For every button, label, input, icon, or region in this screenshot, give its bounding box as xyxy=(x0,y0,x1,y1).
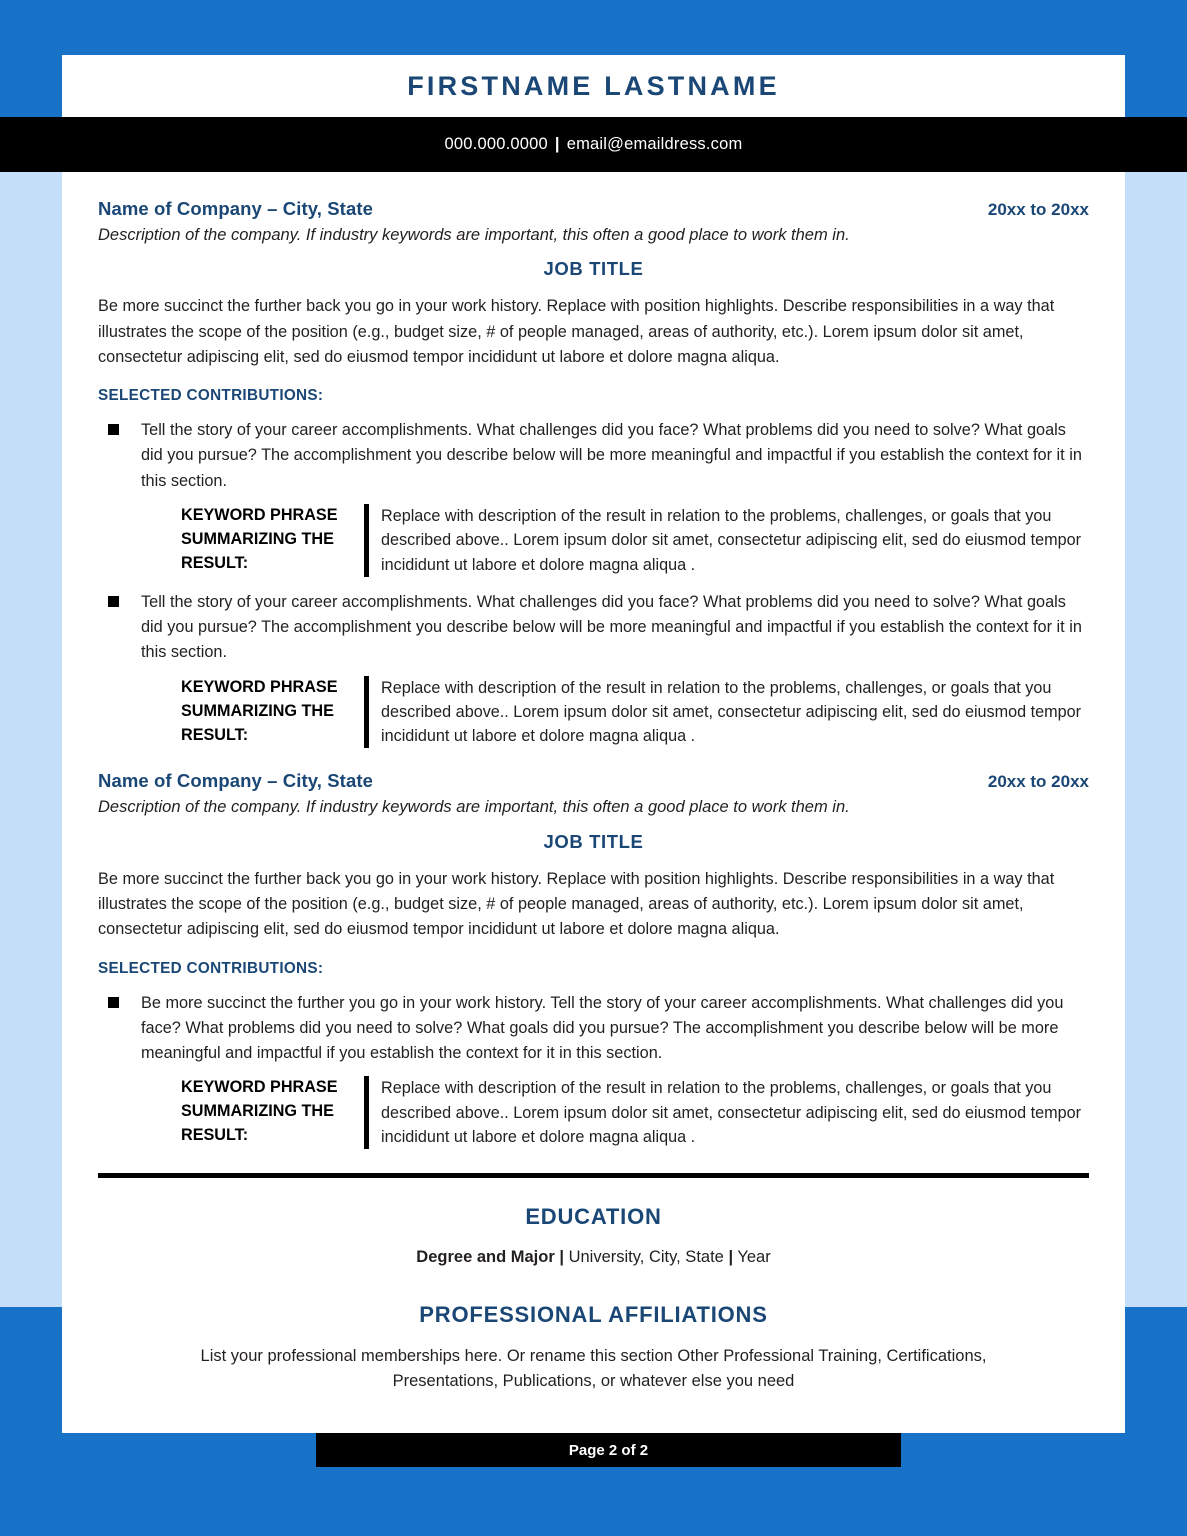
education-heading: EDUCATION xyxy=(525,1204,662,1230)
contribution-text: Be more succinct the further you go in your work history. Tell the story of your career accomplishments. What challenges did you face? What problems did you need to solve? What goals did you pursue? The accomplishment you describe below will be more meaningful and impactful if you establish the context for it in this section. xyxy=(141,993,1064,1063)
content-sheet xyxy=(62,172,1125,1433)
keyword-result-block xyxy=(181,676,1089,749)
job-title: JOB TITLE xyxy=(543,830,644,852)
education-degree: Degree and Major xyxy=(416,1248,555,1267)
company-header-row xyxy=(98,198,1089,220)
selected-contributions-heading: SELECTED CONTRIBUTIONS: xyxy=(98,959,324,977)
name-banner xyxy=(62,55,1125,117)
employment-dates: 20xx to 20xx xyxy=(987,772,1089,792)
company-name: Name of Company – City, State xyxy=(98,770,373,792)
right-blue-rail xyxy=(1125,172,1187,1307)
phone-number: 000.000.0000 xyxy=(444,135,548,153)
job-summary: Be more succinct the further back you go in your work history. Replace with position highlights. Describe responsibilities in a way that illustrates the scope of the position (e.g., budget size, # of people managed, areas of authority, etc.). Lorem ipsum dolor sit amet, consectetur adipiscing elit, sed do eiusmod tempor incididunt ut labore et dolore magna aliqua. xyxy=(98,297,1055,366)
contribution-bullet xyxy=(98,590,1089,666)
job-summary: Be more succinct the further back you go in your work history. Replace with position highlights. Describe responsibilities in a way that illustrates the scope of the position (e.g., budget size, # of people managed, areas of authority, etc.). Lorem ipsum dolor sit amet, consectetur adipiscing elit, sed do eiusmod tempor incididunt ut labore et dolore magna aliqua. xyxy=(98,869,1055,939)
page-number-label: Page 2 of 2 xyxy=(568,1441,649,1459)
square-bullet-icon xyxy=(108,424,119,435)
contribution-text: Tell the story of your career accomplishments. What challenges did you face? What problems did you need to solve? What goals did you pursue? The accomplishment you describe below will be more meaningful and impactful if you establish the context for it in this section. xyxy=(141,592,1082,662)
selected-contributions-heading: SELECTED CONTRIBUTIONS: xyxy=(98,387,324,405)
education-institution: University, City, State xyxy=(568,1248,724,1267)
square-bullet-icon xyxy=(108,596,119,607)
education-pipe-1: | xyxy=(559,1248,564,1267)
keyword-result-block xyxy=(181,504,1089,577)
left-blue-rail xyxy=(0,172,62,1307)
contribution-bullet xyxy=(98,418,1089,494)
affiliations-text: List your professional memberships here. Or rename this section Other Professional Training, Certifications, Presentations, Publications, or whatever else you need xyxy=(200,1347,987,1390)
keyword-phrase-label: KEYWORD PHRASE SUMMARIZING THE RESULT: xyxy=(181,505,338,572)
keyword-result-block xyxy=(181,1076,1089,1149)
job-title: JOB TITLE xyxy=(543,258,644,280)
keyword-result-text: Replace with description of the result in relation to the problems, challenges, or goals that you described above.. Lorem ipsum dolor sit amet, consectetur adipiscing elit, sed do eiusmod tempor incididunt ut labore et dolore magna aliqua . xyxy=(364,1076,1089,1149)
job-entry xyxy=(98,198,1089,748)
education-year: Year xyxy=(737,1248,771,1267)
contact-separator: | xyxy=(554,135,560,153)
page-footer-bar xyxy=(316,1433,901,1467)
keyword-result-text: Replace with description of the result in relation to the problems, challenges, or goals that you described above.. Lorem ipsum dolor sit amet, consectetur adipiscing elit, sed do eiusmod tempor incididunt ut labore et dolore magna aliqua . xyxy=(364,504,1089,577)
employment-dates: 20xx to 20xx xyxy=(987,200,1089,219)
keyword-phrase-label: KEYWORD PHRASE SUMMARIZING THE RESULT: xyxy=(181,677,338,744)
section-divider xyxy=(98,1173,1089,1178)
contribution-bullet xyxy=(98,991,1089,1067)
contribution-text: Tell the story of your career accomplishments. What challenges did you face? What problems did you need to solve? What goals did you pursue? The accomplishment you describe below will be more meaningful and impactful if you establish the context for it in this section. xyxy=(141,421,1082,490)
contact-line xyxy=(445,135,743,154)
affiliations-heading: PROFESSIONAL AFFILIATIONS xyxy=(419,1302,768,1328)
email-address[interactable]: email@emaildress.com xyxy=(566,135,743,153)
job-entry xyxy=(98,770,1089,1149)
company-name: Name of Company – City, State xyxy=(98,198,373,219)
company-description: Description of the company. If industry keywords are important, this often a good place to work them in. xyxy=(98,798,850,817)
candidate-name: FIRSTNAME LASTNAME xyxy=(407,70,780,101)
education-line xyxy=(98,1246,1089,1270)
keyword-result-text: Replace with description of the result in relation to the problems, challenges, or goals that you described above.. Lorem ipsum dolor sit amet, consectetur adipiscing elit, sed do eiusmod tempor incididunt ut labore et dolore magna aliqua . xyxy=(364,676,1089,749)
keyword-phrase-label: KEYWORD PHRASE SUMMARIZING THE RESULT: xyxy=(181,1078,338,1145)
square-bullet-icon xyxy=(108,997,119,1008)
contact-bar xyxy=(0,117,1187,172)
company-header-row xyxy=(98,770,1089,792)
education-pipe-2: | xyxy=(728,1248,734,1267)
company-description: Description of the company. If industry keywords are important, this often a good place to work them in. xyxy=(98,226,850,244)
